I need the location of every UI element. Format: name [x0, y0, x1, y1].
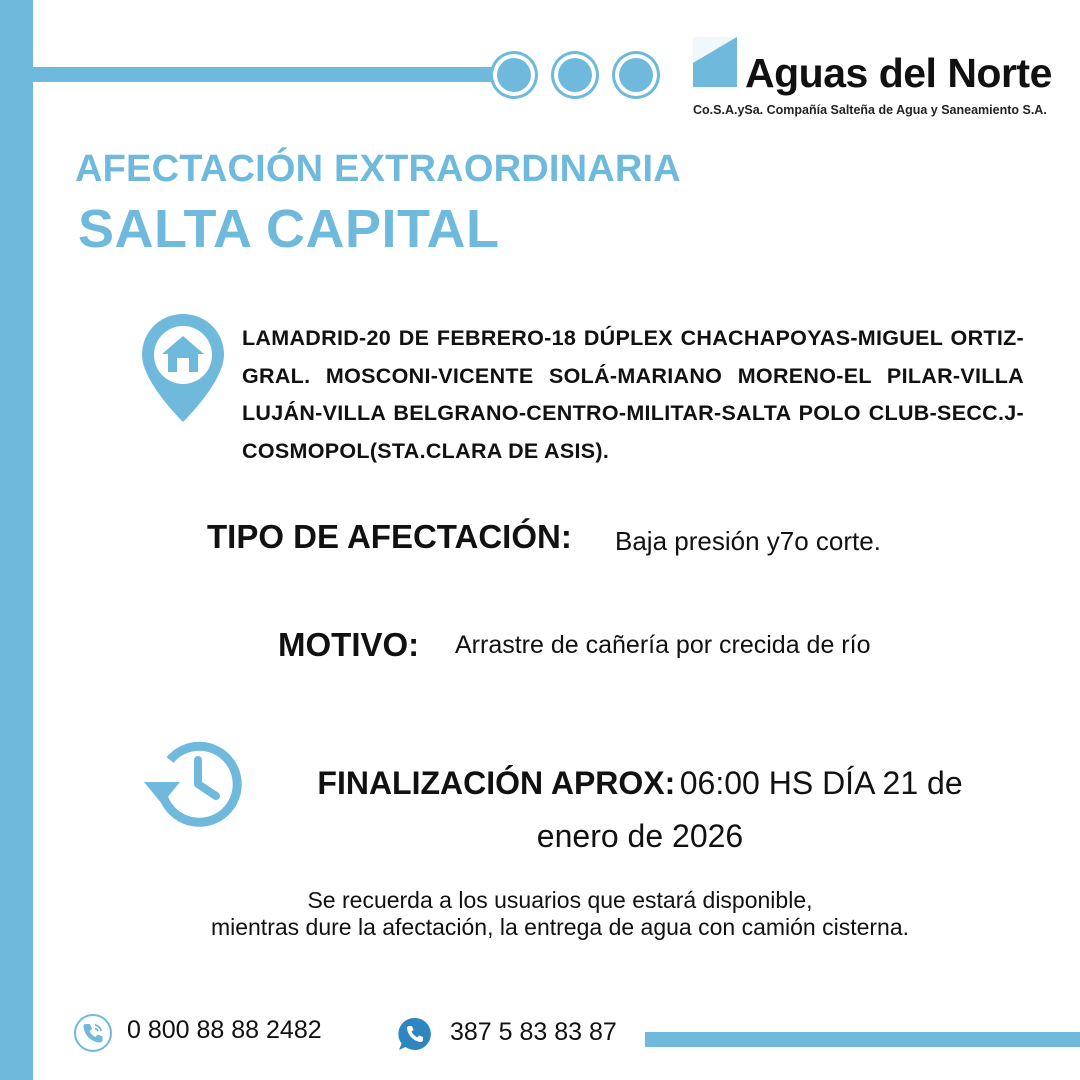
motivo-value: Arrastre de cañería por crecida de río — [455, 631, 871, 659]
phone-icon — [73, 1013, 113, 1053]
square-logo-icon — [693, 37, 737, 87]
finalizacion-block — [270, 760, 1010, 859]
tipo-label: TIPO DE AFECTACIÓN: — [207, 518, 572, 555]
clock-history-icon — [140, 738, 244, 830]
motivo-label: MOTIVO: — [278, 626, 420, 663]
page-subtitle: SALTA CAPITAL — [78, 199, 500, 259]
bottom-accent-line — [645, 1032, 1080, 1047]
brand-name: Aguas del Norte — [745, 50, 1052, 96]
left-accent-bar — [0, 0, 33, 1080]
notice-text — [60, 887, 1060, 941]
map-pin-house-icon — [140, 312, 226, 424]
whatsapp-icon — [397, 1016, 433, 1052]
phone-number: 0 800 88 88 2482 — [127, 1016, 322, 1044]
finalizacion-value-line2: enero de 2026 — [536, 818, 744, 854]
tipo-value: Baja presión y7o corte. — [615, 526, 881, 556]
notice-line2: mientras dure la afectación, la entrega de agua con camión cisterna. — [210, 914, 910, 940]
notice-line1: Se recuerda a los usuarios que estará disponible, — [307, 887, 813, 913]
accent-dot — [619, 58, 653, 92]
brand-subtitle: Co.S.A.ySa. Compañía Salteña de Agua y Saneamiento S.A. — [693, 103, 1047, 117]
accent-dot — [558, 58, 592, 92]
accent-dot — [497, 58, 531, 92]
page-title: AFECTACIÓN EXTRAORDINARIA — [75, 148, 681, 190]
affected-areas: LAMADRID-20 DE FEBRERO-18 DÚPLEX CHACHAPOYAS-MIGUEL ORTIZ-GRAL. MOSCONI-VICENTE SOLÁ-MARIANO MORENO-EL PILAR-VILLA LUJÁN-VILLA BELGRANO-CENTRO-MILITAR-SALTA POLO CLUB-SECC.J-COSMOPOL(STA.CLARA DE ASIS). — [242, 326, 1024, 463]
finalizacion-label: FINALIZACIÓN APROX: — [317, 765, 676, 801]
whatsapp-number: 387 5 83 83 87 — [450, 1018, 617, 1046]
finalizacion-value-line1: 06:00 HS DÍA 21 de — [679, 765, 963, 801]
top-accent-line — [33, 67, 508, 82]
